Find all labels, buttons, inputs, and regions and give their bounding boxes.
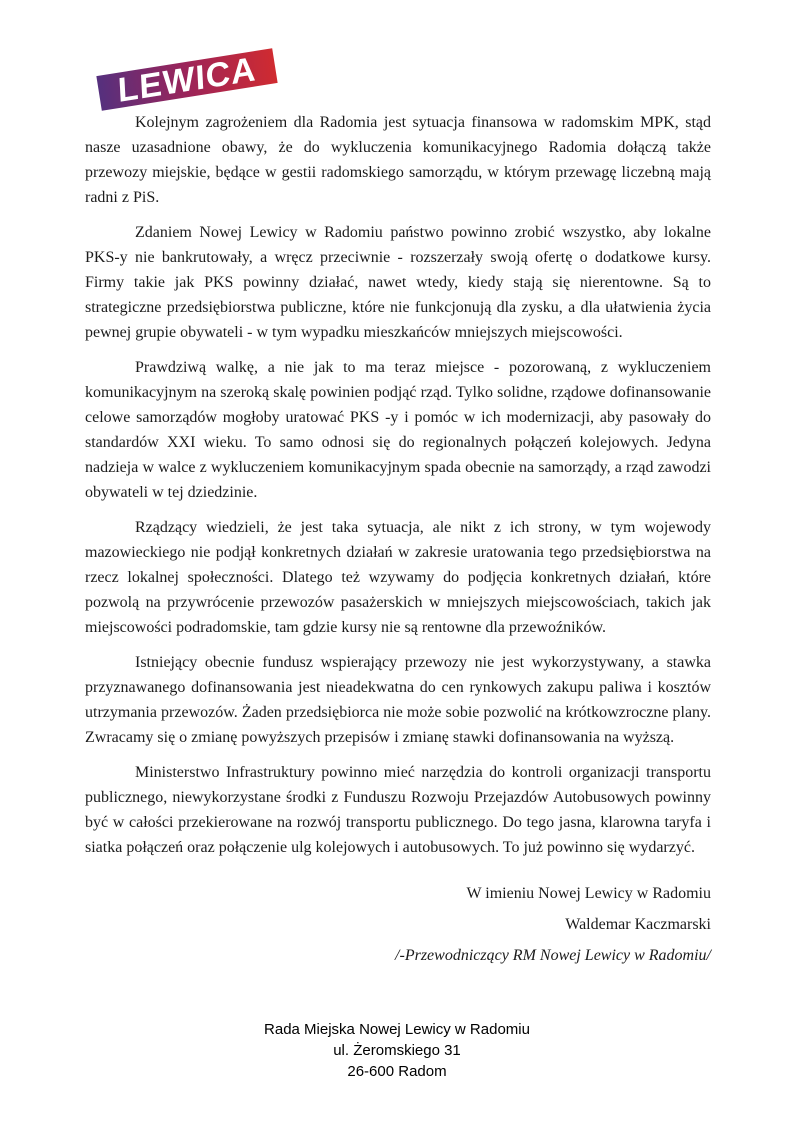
footer-street: ul. Żeromskiego 31 [333,1042,461,1059]
signature-block [85,878,711,971]
paragraph-pks-support: Zdaniem Nowej Lewicy w Radomiu państwo powinno zrobić wszystko, aby lokalne PKS-y nie bankrutowały, a wręcz przeciwnie - rozszerzały swoją ofertę o dodatkowe kursy. Firmy takie jak PKS powinny działać, nawet wtedy, kiedy stają się nierentowne. Są to strategiczne przedsiębiorstwa publiczne, które nie funkcjonują dla zysku, a dla ułatwienia życia pewnej grupie obywateli - w tym wypadku mieszkańców mniejszych miejscowości. [85,224,711,341]
paragraph-government-fight: Prawdziwą walkę, a nie jak to ma teraz miejsce - pozorowaną, z wykluczeniem komunikacyjnym na szeroką skalę powinien podjąć rząd. Tylko solidne, rządowe dofinansowanie celowe samorządów mogłoby uratować PKS -y i pomóc w ich modernizacji, aby pasowały do standardów XXI wieku. To samo odnosi się do regionalnych połączeń kolejowych. Jedyna nadzieja w walce z wykluczeniem komunikacyjnym spada obecnie na samorządy, a rząd zawodzi obywateli w tej dziedzinie. [85,359,711,501]
lewica-logo [96,48,277,110]
signature-on-behalf: W imieniu Nowej Lewicy w Radomiu [466,885,711,902]
letter-body [85,110,711,971]
paragraph-ministry: Ministerstwo Infrastruktury powinno mieć narzędzia do kontroli organizacji transportu publicznego, niewykorzystane środki z Funduszu Rozwoju Przejazdów Autobusowych powinny być w całości przekierowane na rozwój transportu publicznego. Do tego jasna, klarowna taryfa i siatka połączeń oraz połączenie ulg kolejowych i autobusowych. To już powinno się wydarzyć. [85,764,711,856]
lewica-logo-text: LEWICA [116,49,258,110]
footer-organization: Rada Miejska Nowej Lewicy w Radomiu [264,1021,530,1038]
paragraph-mpk-threat: Kolejnym zagrożeniem dla Radomia jest sytuacja finansowa w radomskim MPK, stąd nasze uzasadnione obawy, że do wykluczenia komunikacyjnego Radomia dołączą także przewozy miejskie, będące w gestii radomskiego samorządu, w którym przewagę liczebną mają radni z PiS. [85,114,711,206]
signature-title: /-Przewodniczący RM Nowej Lewicy w Radomiu/ [395,947,711,964]
signature-name: Waldemar Kaczmarski [565,916,711,933]
footer-address [0,1019,794,1082]
paragraph-call-to-action: Rządzący wiedzieli, że jest taka sytuacja, ale nikt z ich strony, w tym wojewody mazowieckiego nie podjął konkretnych działań w zakresie uratowania tego przedsiębiorstwa na rzecz lokalnej społeczności. Dlatego też wzywamy do podjęcia konkretnych działań, które pozwolą na przywrócenie przewozów pasażerskich w mniejszych miejscowościach, takich jak miejscowości podradomskie, tam gdzie kursy nie są rentowne dla przewoźników. [85,519,711,636]
paragraph-funding: Istniejący obecnie fundusz wspierający przewozy nie jest wykorzystywany, a stawka przyznawanego dofinansowania jest nieadekwatna do cen rynkowych zakupu paliwa i kosztów utrzymania przewozów. Żaden przedsiębiorca nie może sobie pozwolić na krótkowzroczne plany. Zwracamy się o zmianę powyższych przepisów i zmianę stawki dofinansowania na wyższą. [85,654,711,746]
footer-postal-city: 26-600 Radom [347,1063,447,1080]
